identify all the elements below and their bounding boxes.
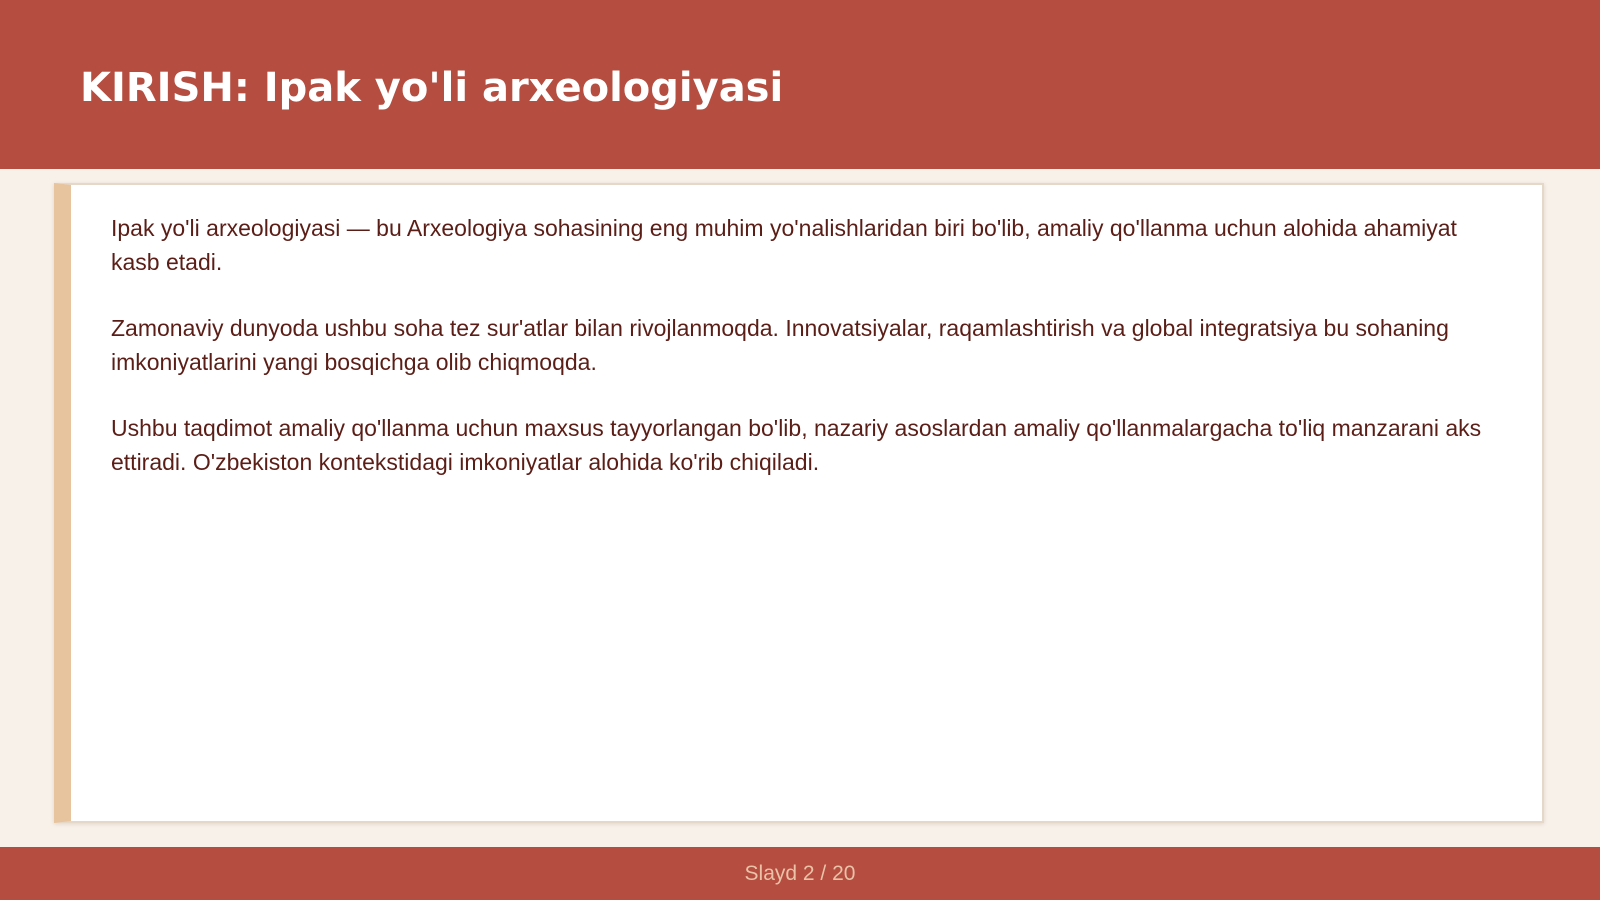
slide-header [0, 0, 1600, 169]
content-paragraph-3: Ushbu taqdimot amaliy qo'llanma uchun maxsus tayyorlangan bo'lib, nazariy asoslardan amaliy qo'llanmalargacha to'liq manzarani aks ettiradi. O'zbekiston kontekstidagi imkoniyatlar alohida ko'rib chiqiladi. [111, 415, 1482, 475]
content-paragraph-1: Ipak yo'li arxeologiyasi — bu Arxeologiya sohasining eng muhim yo'nalishlaridan biri bo'lib, amaliy qo'llanma uchun alohida ahamiyat kasb etadi. [111, 215, 1457, 275]
content-card [54, 183, 1544, 823]
slide-title: KIRISH: Ipak yo'li arxeologiyasi [80, 65, 784, 111]
content-paragraph-2: Zamonaviy dunyoda ushbu soha tez sur'atlar bilan rivojlanmoqda. Innovatsiyalar, raqamlashtirish va global integratsiya bu sohaning imkoniyatlarini yangi bosqichga olib chiqmoqda. [111, 315, 1449, 375]
slide-number: Slayd 2 / 20 [744, 862, 856, 885]
slide-footer [0, 847, 1600, 900]
content-text-block [111, 211, 1496, 511]
